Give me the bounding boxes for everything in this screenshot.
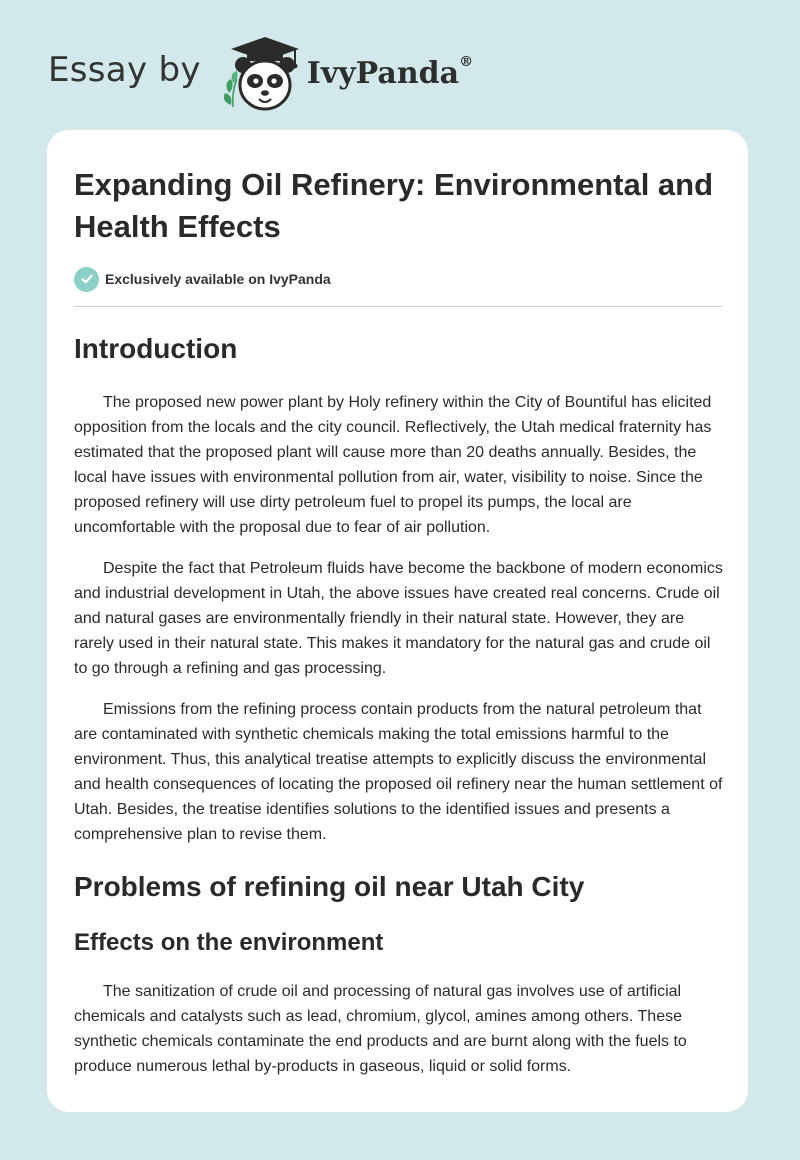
panda-graduate-icon bbox=[219, 35, 301, 113]
paragraph: The sanitization of crude oil and processing of natural gas involves use of artificial chemicals and catalysts such as lead, chromium, glycol, amines among others. These synthetic chemicals contaminate the end products and are burnt along with the fuels to produce numerous lethal by-products in gaseous, liquid or solid forms. bbox=[74, 983, 687, 1075]
section-heading-problems: Problems of refining oil near Utah City bbox=[74, 871, 585, 902]
article-card bbox=[47, 130, 748, 1112]
brand-prefix: Essay by bbox=[48, 50, 201, 90]
brand-name: IvyPanda® bbox=[306, 53, 474, 91]
divider bbox=[74, 306, 722, 307]
brand-logo[interactable] bbox=[48, 34, 473, 114]
section-heading-introduction: Introduction bbox=[74, 333, 238, 364]
check-badge-icon bbox=[74, 267, 99, 292]
paragraph: Despite the fact that Petroleum fluids have become the backbone of modern economics and industrial development in Utah, the above issues have created real concerns. Crude oil and natural gases are environmentally friendly in their natural state. However, they are rarely used in their natural state. This makes it mandatory for the natural gas and crude oil to go through a refining and gas processing. bbox=[74, 560, 723, 677]
exclusive-badge bbox=[74, 266, 722, 292]
paragraph: Emissions from the refining process contain products from the natural petroleum that are contaminated with synthetic chemicals making the total emissions harmful to the environment. Thus, this analytical treatise attempts to explicitly discuss the environmental and health consequences of locating the proposed oil refinery near the human settlement of Utah. Besides, the treatise identifies solutions to the identified issues and presents a comprehensive plan to revise them. bbox=[74, 701, 723, 843]
ivy-leaf-icon bbox=[224, 71, 238, 107]
subheading-environment: Effects on the environment bbox=[74, 929, 384, 956]
exclusive-label: Exclusively available on IvyPanda bbox=[105, 271, 331, 287]
paragraph: The proposed new power plant by Holy refinery within the City of Bountiful has elicited opposition from the locals and the city council. Reflectively, the Utah medical fraternity has estimated that the proposed plant will cause more than 20 deaths annually. Besides, the local have issues with environmental pollution from air, water, visibility to noise. Since the proposed refinery will use dirty petroleum fuel to propel its pumps, the local are uncomfortable with the proposal due to fear of air pollution. bbox=[74, 394, 712, 536]
article-title: Expanding Oil Refinery: Environmental and Health Effects bbox=[74, 167, 714, 244]
